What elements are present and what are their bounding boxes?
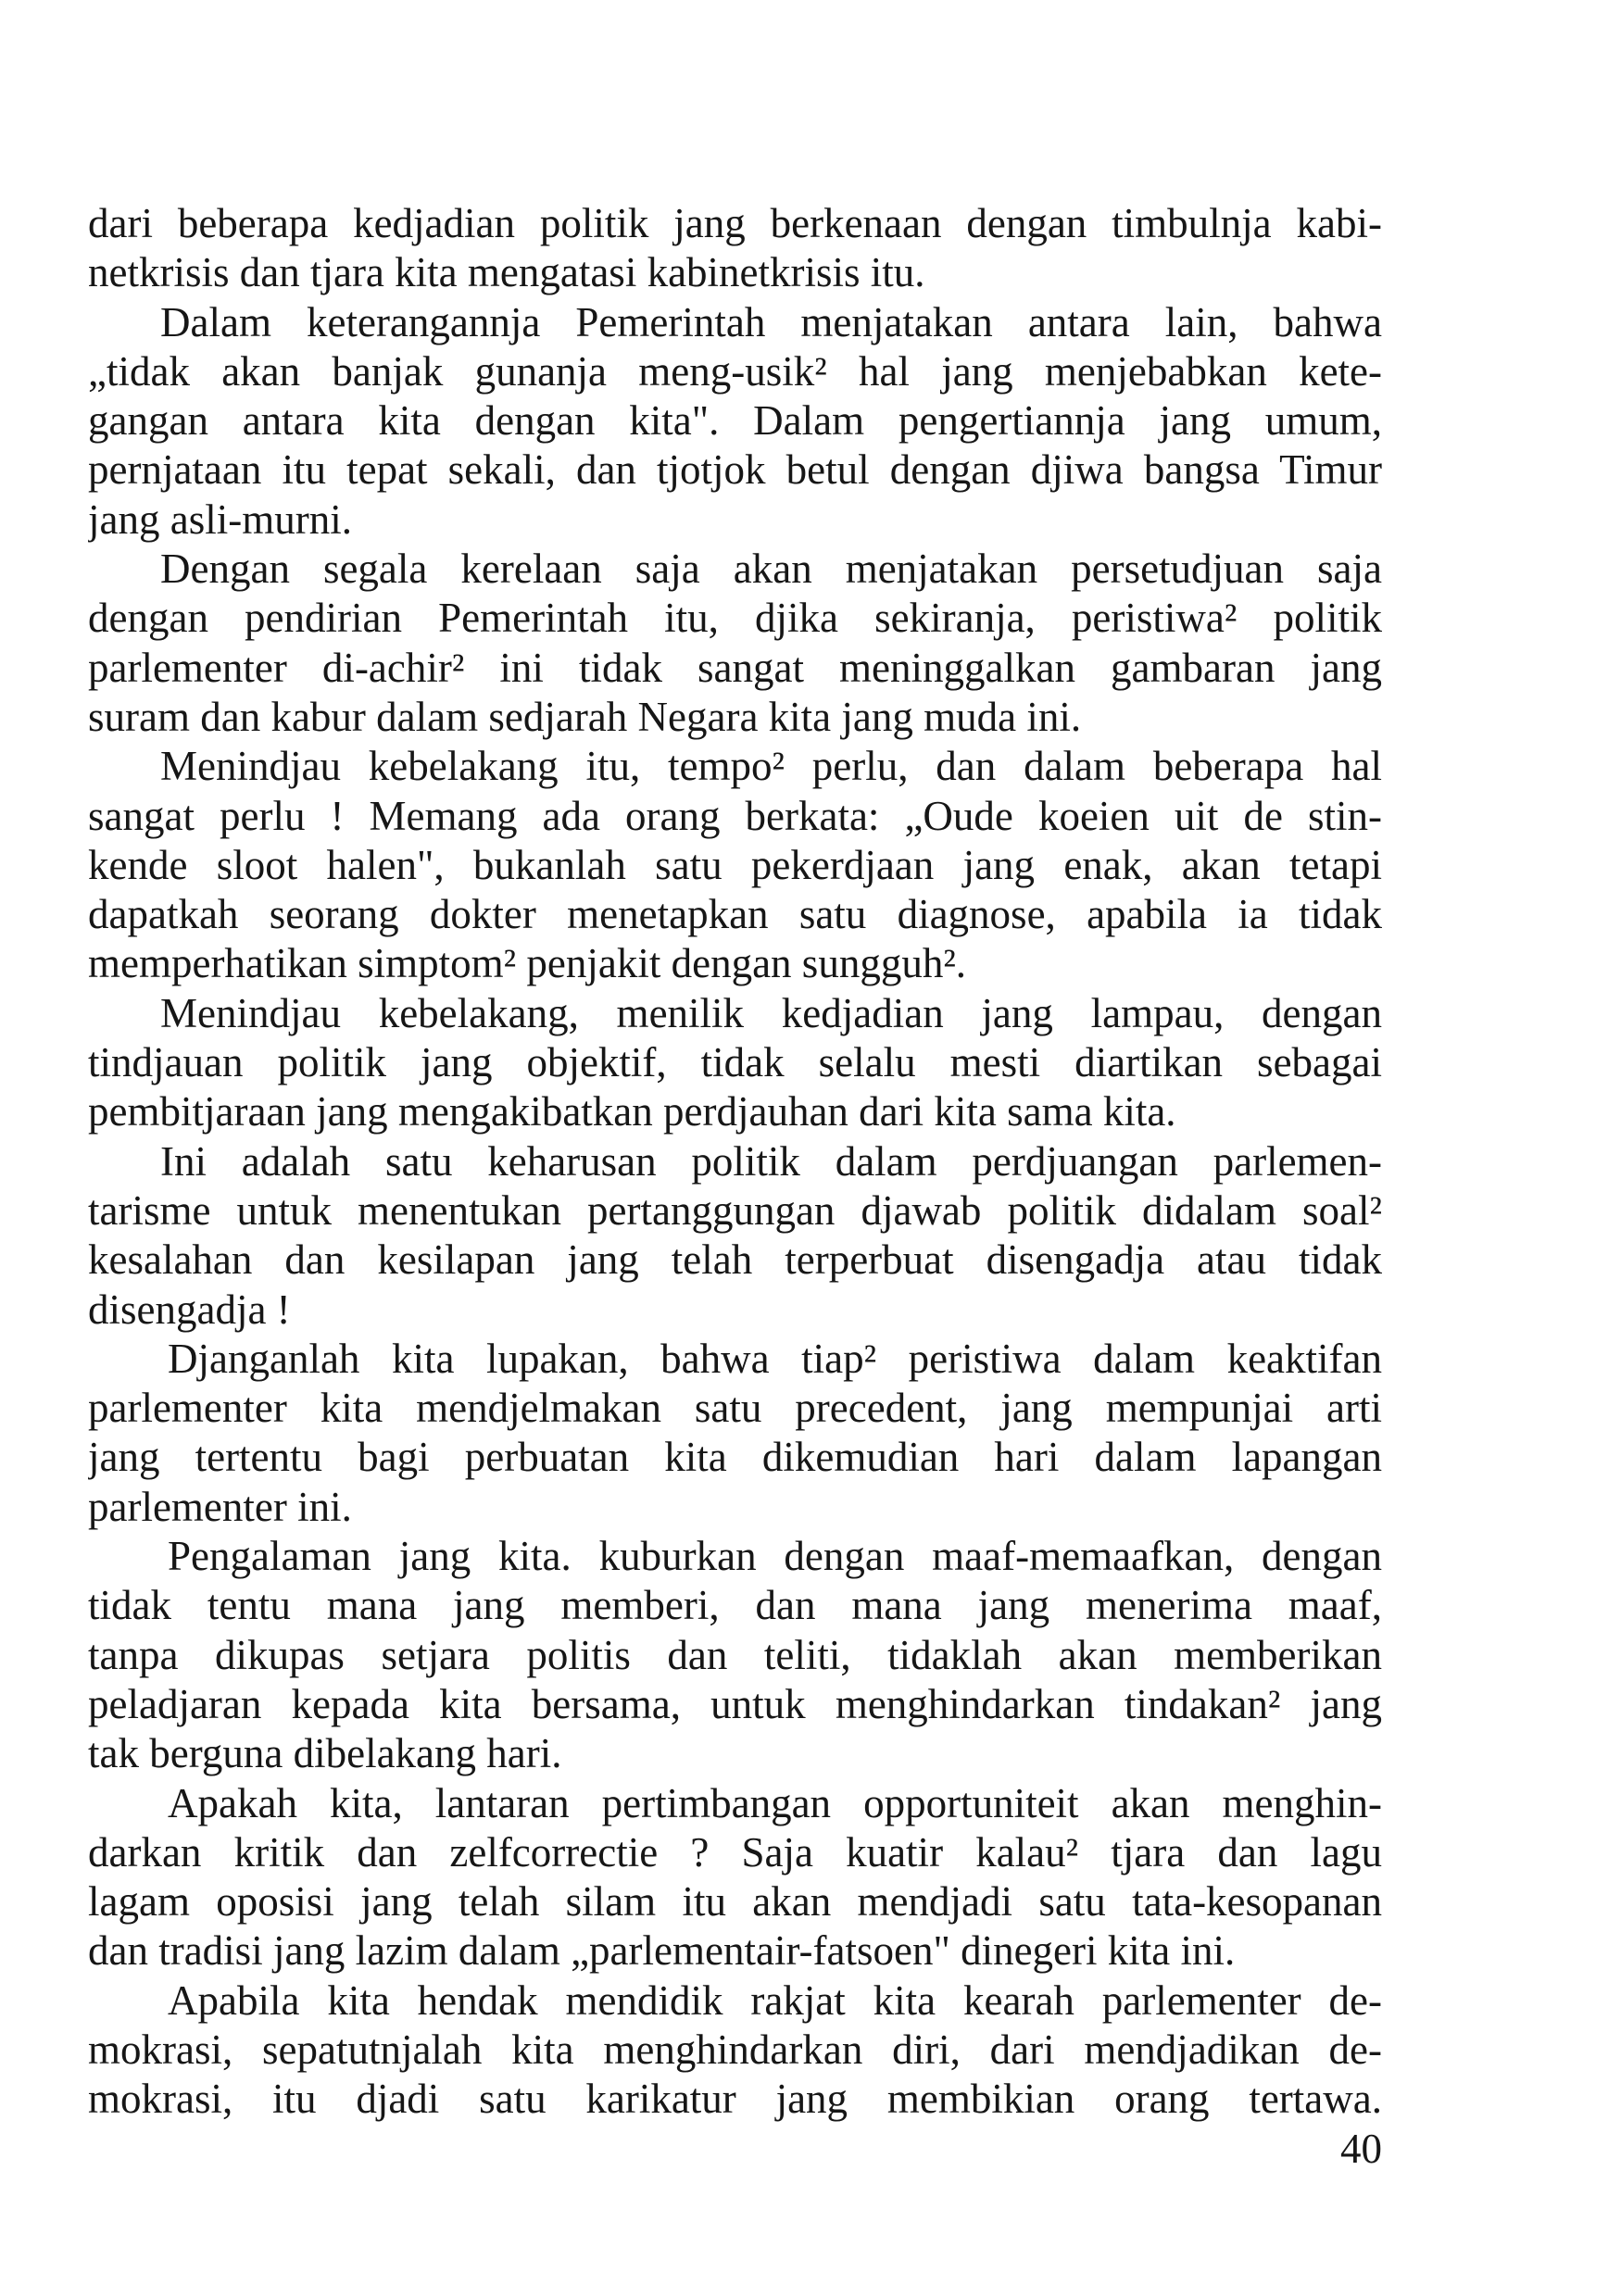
text-line: mokrasi, sepatutnjalah kita menghindarkan diri, dari mendjadikan de- [88,2026,1382,2073]
text-line: tak berguna dibelakang hari. [88,1730,562,1777]
text-line: kesalahan dan kesilapan jang telah terperbuat disengadja atau tidak [88,1236,1382,1284]
text-line: parlementer ini. [88,1483,352,1530]
paragraph [88,298,1382,545]
text-line: disengadja ! [88,1286,291,1333]
paragraph [88,989,1382,1137]
text-line: tindjauan politik jang objektif, tidak selalu mesti diartikan sebagai [88,1039,1382,1086]
text-line: parlementer kita mendjelmakan satu precedent, jang mempunjai arti [88,1385,1382,1432]
text-line: gangan antara kita dengan kita". Dalam pengertiannja jang umum, [88,397,1382,445]
text-line: „tidak akan banjak gunanja meng-usik² hal jang menjebabkan kete- [88,347,1382,395]
text-line: netkrisis dan tjara kita mengatasi kabinetkrisis itu. [88,249,925,296]
paragraph [88,1137,1382,1335]
text-line: tidak tentu mana jang memberi, dan mana jang menerima maaf, [88,1582,1382,1629]
page-number: 40 [1340,2126,1382,2172]
paragraph [88,199,1382,298]
text-line: Dalam keterangannja Pemerintah menjatakan antara lain, bahwa [160,298,1382,345]
text-line: pernjataan itu tepat sekali, dan tjotjok betul dengan djiwa bangsa Timur [88,446,1382,494]
text-line: jang asli-murni. [88,496,352,543]
text-line: tanpa dikupas setjara politis dan teliti, tidaklah akan memberikan [88,1631,1382,1678]
paragraph [88,742,1382,988]
text-line: Apakah kita, lantaran pertimbangan opportuniteit akan menghin- [168,1779,1382,1826]
text-line: Menindjau kebelakang itu, tempo² perlu, dan dalam beberapa hal [160,743,1382,790]
paragraph [88,1779,1382,1976]
text-line: jang tertentu bagi perbuatan kita dikemudian hari dalam lapangan [88,1434,1382,1481]
text-line: mokrasi, itu djadi satu karikatur jang membikian orang tertawa. [88,2076,1382,2123]
text-line: parlementer di-achir² ini tidak sangat meninggalkan gambaran jang [88,644,1382,691]
page-body-text [88,199,1382,2125]
text-line: tarisme untuk menentukan pertanggungan djawab politik didalam soal² [88,1186,1382,1234]
text-line: Menindjau kebelakang, menilik kedjadian jang lampau, dengan [160,989,1382,1036]
text-line: Apabila kita hendak mendidik rakjat kita kearah parlementer de- [168,1976,1382,2024]
paragraph [88,1335,1382,1532]
text-line: suram dan kabur dalam sedjarah Negara kita jang muda ini. [88,693,1082,740]
text-line: lagam oposisi jang telah silam itu akan mendjadi satu tata-kesopanan [88,1878,1382,1926]
text-line: Djanganlah kita lupakan, bahwa tiap² peristiwa dalam keaktifan [168,1335,1382,1382]
paragraph [88,545,1382,742]
text-line: memperhatikan simptom² penjakit dengan sungguh². [88,940,967,987]
text-line: Ini adalah satu keharusan politik dalam perdjuangan parlemen- [160,1137,1382,1185]
text-line: dari beberapa kedjadian politik jang berkenaan dengan timbulnja kabi- [88,200,1382,246]
text-line: dengan pendirian Pemerintah itu, djika sekiranja, peristiwa² politik [88,595,1382,642]
text-line: peladjaran kepada kita bersama, untuk menghindarkan tindakan² jang [88,1680,1382,1727]
text-line: dapatkah seorang dokter menetapkan satu diagnose, apabila ia tidak [88,891,1382,938]
text-line: pembitjaraan jang mengakibatkan perdjauhan dari kita sama kita. [88,1088,1176,1135]
text-line: Dengan segala kerelaan saja akan menjatakan persetudjuan saja [160,546,1382,593]
text-line: sangat perlu ! Memang ada orang berkata: „Oude koeien uit de stin- [88,792,1382,839]
paragraph [88,1532,1382,1778]
text-line: kende sloot halen", bukanlah satu pekerdjaan jang enak, akan tetapi [88,841,1382,888]
text-line: Pengalaman jang kita. kuburkan dengan maaf-memaafkan, dengan [168,1533,1382,1580]
text-line: darkan kritik dan zelfcorrectie ? Saja kuatir kalau² tjara dan lagu [88,1828,1382,1876]
text-line: dan tradisi jang lazim dalam „parlementair-fatsoen" dinegeri kita ini. [88,1927,1236,1975]
paragraph [88,1976,1382,2125]
